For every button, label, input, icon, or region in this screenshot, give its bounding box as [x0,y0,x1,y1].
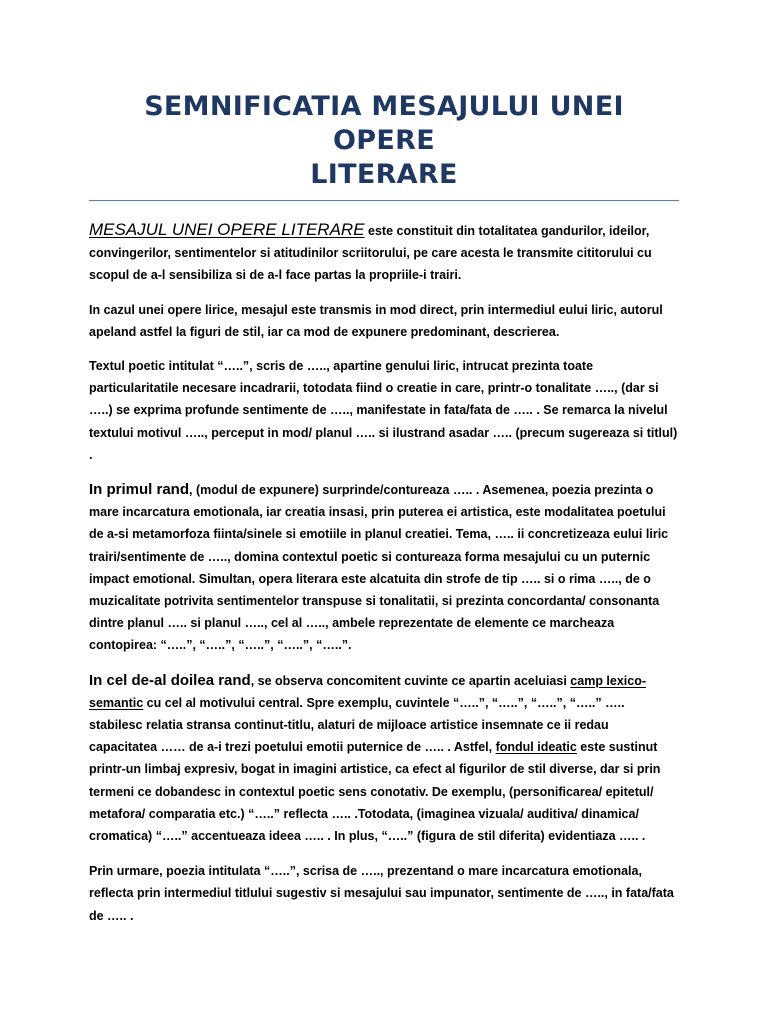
document-page [89,0,679,927]
title-line-2: LITERARE [310,159,458,190]
paragraph-definition [89,219,679,287]
first-point-lead: In primul rand [89,481,190,499]
title-divider [89,200,679,201]
definition-lead: MESAJUL UNEI OPERE LITERARE [89,220,365,239]
paragraph-lyric-mode: In cazul unei opere lirice, mesajul este transmis in mod direct, prin intermediul eului liric, autorul apeland astfel la figuri de stil, iar ca mod de expunere predominant, descrierea. [89,302,663,339]
second-point-text-3: este sustinut printr-un limbaj expresiv, bogat in imagini artistice, ca efect al figurilor de stil diverse, dar si prin termeni ce dobandesc in contextul poetic sens conotativ. De exemplu, (personificarea/ epitetul/ metafora/ comparatia etc.) “…..” reflecta ….. .Totodata, (imaginea vizuala/ auditiva/ dinamica/ cromatica) “…..” accentueaza ideea ….. . In plus, “…..” (figura de stil diferita) evidentiaza ….. . [89,740,661,844]
title-line-1: SEMNIFICATIA MESAJULUI UNEI OPERE [144,91,624,156]
second-point-text-1: , se observa concomitent cuvinte ce apartin aceluiasi [250,673,571,688]
paragraph-second-point [89,670,679,848]
definition-text: este constituit din totalitatea gandurilor, ideilor, convingerilor, sentimentelor si atitudinilor scriitorului, pe care acesta le transmite cititorului cu scopul de a-l sensibiliza si de a-l face partas la propriile-i trairi. [89,224,652,283]
paragraph-poetic-text: Textul poetic intitulat “…..”, scris de ….., apartine genului liric, intrucat prezinta toate particularitatile necesare incadrarii, totodata fiind o creatie in care, printr-o tonalitate ….., (dar si …..) se exprima profunde sentimente de ….., manifestate in fata/fata de ….. . Se remarca la nivelul textului motivul ….., perceput in mod/ planul ….. si ilustrand asadar ….. (precum sugereaza si titlul) . [89,359,678,462]
paragraph-first-point [89,479,679,657]
ideatic-background-term: fondul ideatic [495,740,577,755]
first-point-text: , (modul de expunere) surprinde/contureaza ….. . Asemenea, poezia prezinta o mare incarcatura emotionala, iar creatia insasi, prin puterea ei artistica, este modalitatea poetului de a-si metamorfoza fiinta/sinele si emotiile in planul creatiei. Tema, ….. ii concretizeaza eului liric trairi/sentimente de ….., domina contextul poetic si contureaza forma mesajului cu un puternic impact emotional. Simultan, opera literara este alcatuita din strofe de tip ….. si o rima ….., de o muzicalitate potrivita sentimentelor transpuse si tonalitatii, si prezinta concordanta/ consonanta dintre planul ….. si planul ….., cel al ….., ambele reprezentate de elemente ce marcheaza contopirea: “…..”, “…..”, “…..”, “…..”, “…..”. [89,483,669,653]
second-point-lead: In cel de-al doilea rand [89,671,251,689]
paragraph-conclusion: Prin urmare, poezia intitulata “…..”, scrisa de ….., prezentand o mare incarcatura emotionala, reflecta prin intermediul titlului sugestiv si mesajului sau impunator, sentimente de ….., in fata/fata de ….. . [89,864,674,923]
lexical-field-term: camp lexico-semantic [89,673,647,710]
second-point-text-2: cu cel al motivului central. Spre exemplu, cuvintele “…..”, “…..”, “…..”, “…..” ….. stabilesc relatia stransa continut-titlu, alaturi de mijloace artistice insemnate ce ii redau capacitatea …… de a-i trezi poetului emotii puternice de ….. . Astfel, [89,695,625,755]
document-title [89,0,679,192]
